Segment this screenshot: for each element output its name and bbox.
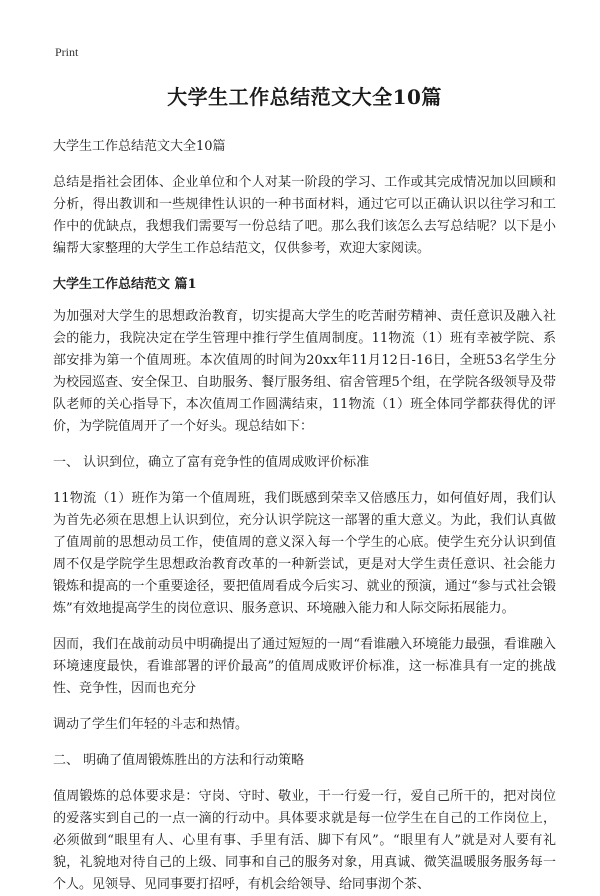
body-paragraph-3: 因而，我们在战前动员中明确提出了通过短短的一周“看谁融入环境能力最强，看谁融入环境速度最快，看谁部署的评价最高”的值周成败评价标准，这一标准具有一定的挑战性、竞争性，因而也充分 (53, 637, 556, 696)
print-label: Print (55, 45, 79, 59)
point-heading-1: 一、 认识到位，确立了富有竞争性的值周成败评价标准 (53, 455, 370, 470)
intro-paragraph: 总结是指社会团体、企业单位和个人对某一阶段的学习、工作或其完成情况加以回顾和分析，得出教训和一些规律性认识的一种书面材料，通过它可以正确认识以往学习和工作中的优缺点，我想我们需要写一份总结了吧。那么我们该怎么去写总结呢？以下是小编帮大家整理的大学生工作总结范文，仅供参考，欢迎大家阅读。 (53, 175, 556, 256)
body-paragraph-4: 调动了学生们年轻的斗志和热情。 (53, 717, 249, 732)
section-heading: 大学生工作总结范文 篇1 (53, 277, 197, 292)
body-paragraph-1: 为加强对大学生的思想政治教育，切实提高大学生的吃苦耐劳精神、责任意识及融入社会的能力，我院决定在学生管理中推行学生值周制度。11物流（1）班有幸被学院、系部安排为第一个值周班。本次值周的时间为20xx年11月12日-16日，全班53名学生分为校园巡查、安全保卫、自助服务、餐厅服务组、宿舍管理5个组，在学院各级领导及带队老师的关心指导下，本次值周工作圆满结束，11物流（1）班全体同学都获得优的评价，为学院值周开了一个好头。现总结如下： (53, 309, 556, 434)
point-heading-2: 二、 明确了值周锻炼胜出的方法和行动策略 (53, 753, 305, 768)
body-paragraph-2: 11物流（1）班作为第一个值周班，我们既感到荣幸又倍感压力，如何值好周，我们认为首先必须在思想上认识到位，充分认识学院这一部署的重大意义。为此，我们认真做了值周前的思想动员工作，使值周的意义深入每一个学生的心底。使学生充分认识到值周不仅是学院学生思想政治教育改革的一种新尝试，更是对大学生责任意识、社会能力锻炼和提高的一个重要途径，要把值周看成今后实习、就业的预演，通过“参与式社会锻炼”有效地提高学生的岗位意识、服务意识、环境融入能力和人际交际拓展能力。 (53, 491, 556, 616)
document-title: 大学生工作总结范文大全10篇 (167, 85, 442, 109)
document-subtitle: 大学生工作总结范文大全10篇 (53, 139, 226, 154)
body-paragraph-5: 值周锻炼的总体要求是：守岗、守时、敬业，干一行爱一行，爱自己所干的，把对岗位的爱落实到自己的一点一滴的行动中。具体要求就是每一位学生在自己的工作岗位上，必须做到“眼里有人、心里有事、手里有活、脚下有风”。“眼里有人”就是对人要有礼貌，礼貌地对待自己的上级、同事和自己的服务对象，用真诚、微笑温暖服务服务每一个人。见领导、见同事要打招呼，有机会给领导、给同事沏个茶、 (53, 789, 556, 892)
